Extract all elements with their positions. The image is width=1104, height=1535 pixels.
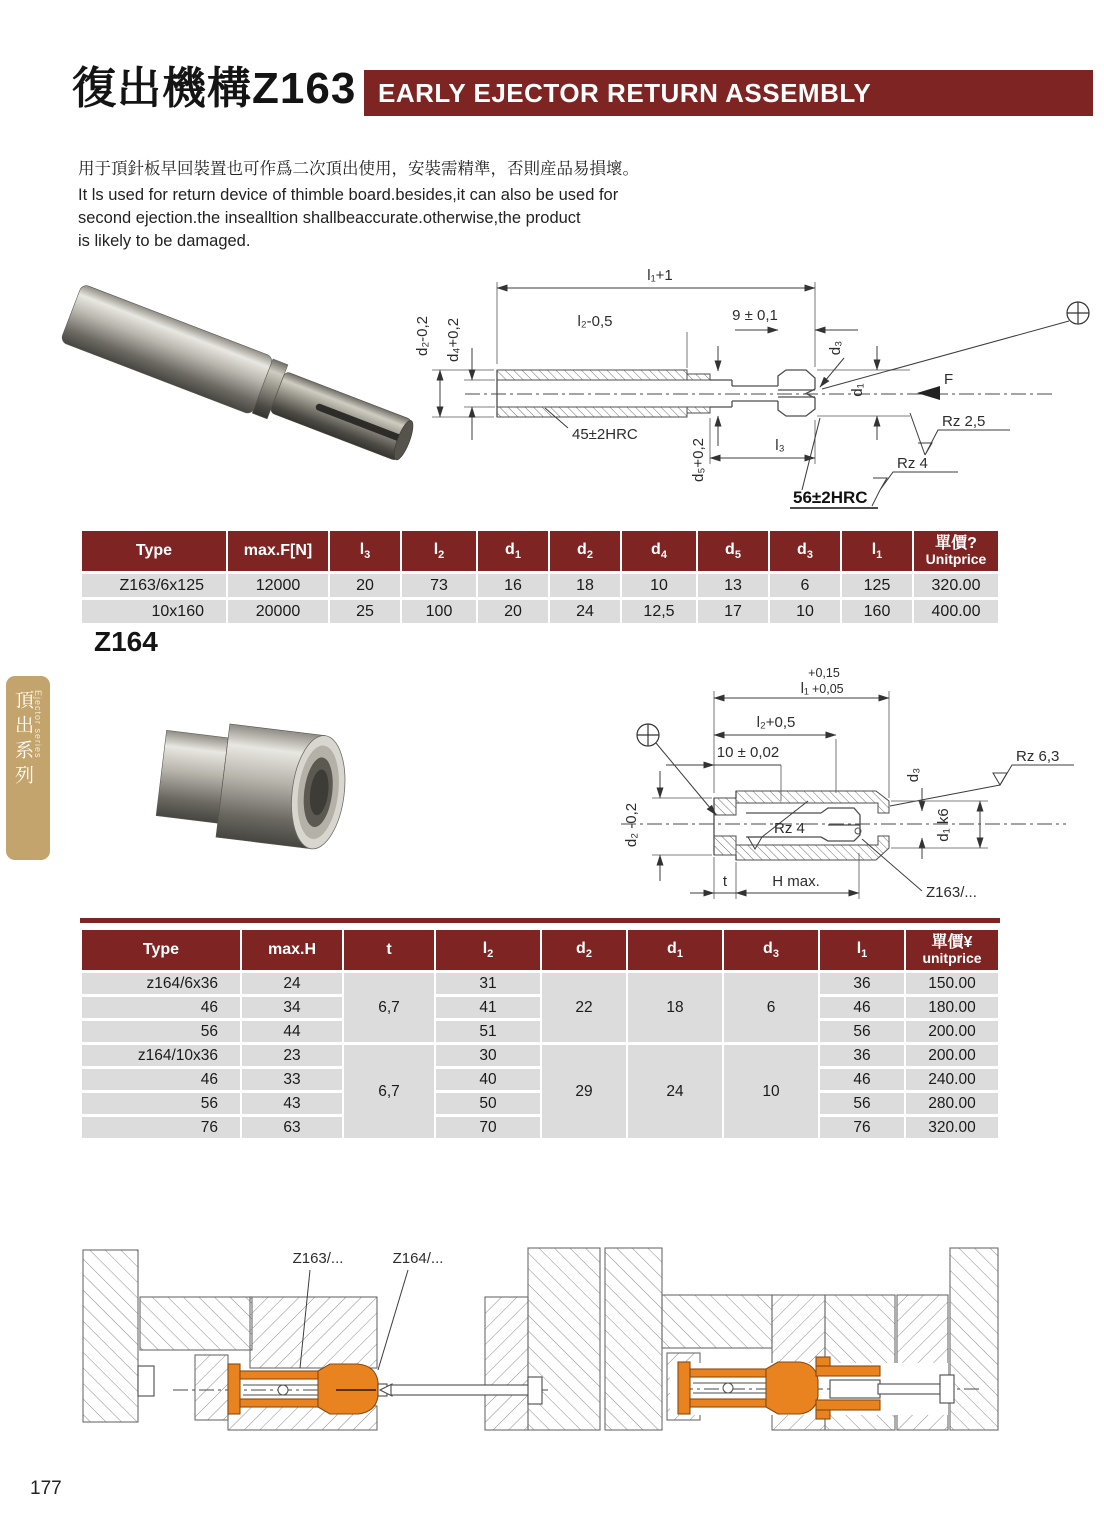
- column-header: $d_3$: [770, 531, 840, 571]
- assembly-label-z164: Z164/...: [392, 1250, 444, 1267]
- table-cell: 18: [550, 574, 620, 597]
- column-header: 單價? Unitprice: [914, 531, 998, 571]
- table-cell: 63: [242, 1117, 342, 1138]
- z163-product-photo: [52, 275, 427, 485]
- column-header: $l_3$: [330, 531, 400, 571]
- table-cell: 20: [478, 600, 548, 623]
- table-cell: 46: [820, 1069, 904, 1090]
- table-cell: 320.00: [906, 1117, 998, 1138]
- dim-rz4: Rz 4: [774, 820, 805, 837]
- dim-l2: l₂-0,5: [577, 313, 613, 330]
- dim-9: 9 ± 0,1: [732, 307, 778, 324]
- description-en-line2: second ejection.the insealltion shallbeaccurate.otherwise,the product: [78, 209, 581, 227]
- dim-d3: d₃: [905, 767, 922, 783]
- description: [78, 158, 758, 253]
- table-cell: 20000: [228, 600, 328, 623]
- dim-rz63: Rz 6,3: [1016, 748, 1060, 765]
- table-cell: 6,7: [344, 1045, 434, 1138]
- dim-hrc45: 45±2HRC: [572, 426, 638, 443]
- table-cell: 20: [330, 574, 400, 597]
- dim-rz4: Rz 4: [897, 455, 928, 472]
- assembly-open-state: [83, 1248, 600, 1430]
- table-cell: 76: [82, 1117, 240, 1138]
- table-row: [82, 973, 998, 994]
- table-cell: 41: [436, 997, 540, 1018]
- table-cell: 24: [550, 600, 620, 623]
- table-cell: 6: [770, 574, 840, 597]
- dim-l1-tol-top: +0,15: [808, 666, 840, 680]
- table-row: [82, 574, 998, 597]
- dim-l1-tol-bot: +0,05: [812, 682, 844, 696]
- table-cell: 12000: [228, 574, 328, 597]
- column-header: $d_1$: [478, 531, 548, 571]
- table-cell: 56: [82, 1093, 240, 1114]
- column-header: $d_2$: [550, 531, 620, 571]
- dim-f: F: [944, 371, 954, 388]
- column-header: $d_5$: [698, 531, 768, 571]
- table-cell: 46: [820, 997, 904, 1018]
- column-header: $d_3$: [724, 930, 818, 970]
- table-cell: 46: [82, 1069, 240, 1090]
- dim-l1: l₁+1: [647, 267, 673, 284]
- column-header: max.H: [242, 930, 342, 970]
- page-title: 復出機構Z163: [72, 64, 357, 113]
- table-cell: 51: [436, 1021, 540, 1042]
- dim-l3: l₃: [775, 437, 785, 454]
- table-cell: 31: [436, 973, 540, 994]
- table-cell: 10: [622, 574, 696, 597]
- column-header: $l_2$: [436, 930, 540, 970]
- table-cell: z164/10x36: [82, 1045, 240, 1066]
- column-header: $d_4$: [622, 531, 696, 571]
- dim-d5: d₅+0,2: [690, 438, 707, 482]
- table-cell: 46: [82, 997, 240, 1018]
- table-cell: 16: [478, 574, 548, 597]
- table-cell: 56: [82, 1021, 240, 1042]
- table-cell: 200.00: [906, 1021, 998, 1042]
- table-cell: 24: [628, 1045, 722, 1138]
- description-cn: 用于頂針板早回裝置也可作爲二次頂出使用，安裝需精準，否則産品易損壞。: [78, 160, 639, 178]
- table-cell: 200.00: [906, 1045, 998, 1066]
- table-row: [82, 1117, 998, 1138]
- dim-d1: d₁: [849, 383, 866, 397]
- sidebar-tab-label-en: Ejector series: [33, 690, 43, 759]
- table-cell: 44: [242, 1021, 342, 1042]
- section-banner: EARLY EJECTOR RETURN ASSEMBLY: [364, 70, 1093, 116]
- dim-d2: d₂ -0,2: [623, 802, 640, 848]
- table-row: [82, 997, 998, 1018]
- description-en-line3: is likely to be damaged.: [78, 232, 251, 250]
- table-cell: 18: [628, 973, 722, 1042]
- dim-hmax: H max.: [772, 873, 820, 890]
- z164-spec-table: [80, 927, 1000, 1141]
- table-row: [82, 1093, 998, 1114]
- z163-spec-table: [80, 528, 1000, 626]
- table-cell: 180.00: [906, 997, 998, 1018]
- datum-target-icon: [637, 724, 659, 746]
- table-cell: Z163/6x125: [82, 574, 226, 597]
- table-cell: 73: [402, 574, 476, 597]
- assembly-label-z163: Z163/...: [292, 1250, 344, 1267]
- column-header: $l_1$: [842, 531, 912, 571]
- dim-d4: d₄+0,2: [445, 317, 462, 363]
- table-cell: 400.00: [914, 600, 998, 623]
- datum-target-icon: [1067, 302, 1089, 324]
- dim-l2: l₂+0,5: [756, 714, 796, 731]
- table-cell: 43: [242, 1093, 342, 1114]
- table-cell: 6,7: [344, 973, 434, 1042]
- table-cell: 12,5: [622, 600, 696, 623]
- z163-sleeve-section: [497, 370, 710, 417]
- table-row: [82, 1069, 998, 1090]
- dim-10: 10 ± 0,02: [716, 744, 780, 761]
- dim-l1: l₁: [800, 680, 809, 697]
- table-cell: 10: [770, 600, 840, 623]
- table-cell: 50: [436, 1093, 540, 1114]
- ref-z163: Z163/...: [926, 884, 977, 901]
- page-number: 177: [30, 1478, 62, 1499]
- table-cell: 30: [436, 1045, 540, 1066]
- assembly-drawing: [78, 1238, 1003, 1448]
- header-row: [82, 531, 998, 571]
- dim-rz25: Rz 2,5: [942, 413, 986, 430]
- table-cell: z164/6x36: [82, 973, 240, 994]
- table-cell: 280.00: [906, 1093, 998, 1114]
- table-cell: 34: [242, 997, 342, 1018]
- table-cell: 70: [436, 1117, 540, 1138]
- z163-photo-body: [60, 284, 420, 472]
- table-cell: 76: [820, 1117, 904, 1138]
- table-cell: 40: [436, 1069, 540, 1090]
- table-cell: 36: [820, 973, 904, 994]
- table-cell: 150.00: [906, 973, 998, 994]
- dim-hrc56: 56±2HRC: [793, 488, 868, 507]
- z163-technical-drawing: [410, 250, 1100, 528]
- table-cell: 17: [698, 600, 768, 623]
- dim-d1: d₁ k6: [935, 808, 952, 842]
- table-cell: 36: [820, 1045, 904, 1066]
- sidebar-tab-label-cn: 頂出系列: [12, 690, 33, 790]
- table-cell: 25: [330, 600, 400, 623]
- table-cell: 10x160: [82, 600, 226, 623]
- table-cell: 22: [542, 973, 626, 1042]
- column-header: $l_1$: [820, 930, 904, 970]
- table-cell: 13: [698, 574, 768, 597]
- dim-d2: d₂-0,2: [414, 315, 431, 357]
- table-cell: 24: [242, 973, 342, 994]
- table-cell: 6: [724, 973, 818, 1042]
- z164-product-photo: [148, 700, 373, 850]
- column-header: 單價¥ unitprice: [906, 930, 998, 970]
- column-header: $d_2$: [542, 930, 626, 970]
- table-row: [82, 1021, 998, 1042]
- column-header: max.F[N]: [228, 531, 328, 571]
- table-cell: 29: [542, 1045, 626, 1138]
- z164-technical-drawing: [596, 643, 1100, 915]
- assembly-closed-state: [605, 1248, 998, 1430]
- header-row: [82, 930, 998, 970]
- table-top-rule: [80, 918, 1000, 923]
- table-cell: 56: [820, 1093, 904, 1114]
- table-cell: 240.00: [906, 1069, 998, 1090]
- table-cell: 160: [842, 600, 912, 623]
- table-cell: 100: [402, 600, 476, 623]
- dim-t: t: [722, 873, 728, 890]
- table-row: [82, 1045, 998, 1066]
- table-cell: 10: [724, 1045, 818, 1138]
- table-cell: 23: [242, 1045, 342, 1066]
- table-cell: 320.00: [914, 574, 998, 597]
- table-cell: 56: [820, 1021, 904, 1042]
- column-header: $l_2$: [402, 531, 476, 571]
- table-row: [82, 600, 998, 623]
- table-cell: 125: [842, 574, 912, 597]
- dim-d3: d₃: [827, 340, 844, 356]
- force-arrow-icon: [917, 386, 940, 400]
- z164-section-title: Z164: [94, 626, 158, 657]
- z164-photo-body: [154, 716, 351, 850]
- column-header: Type: [82, 531, 226, 571]
- column-header: $d_1$: [628, 930, 722, 970]
- sidebar-tab-ejector-series[interactable]: [6, 676, 50, 860]
- table-cell: 33: [242, 1069, 342, 1090]
- column-header: Type: [82, 930, 240, 970]
- description-en-line1: It ls used for return device of thimble board.besides,it can also be used for: [78, 186, 619, 204]
- column-header: t: [344, 930, 434, 970]
- z163-pin-profile: [710, 370, 815, 416]
